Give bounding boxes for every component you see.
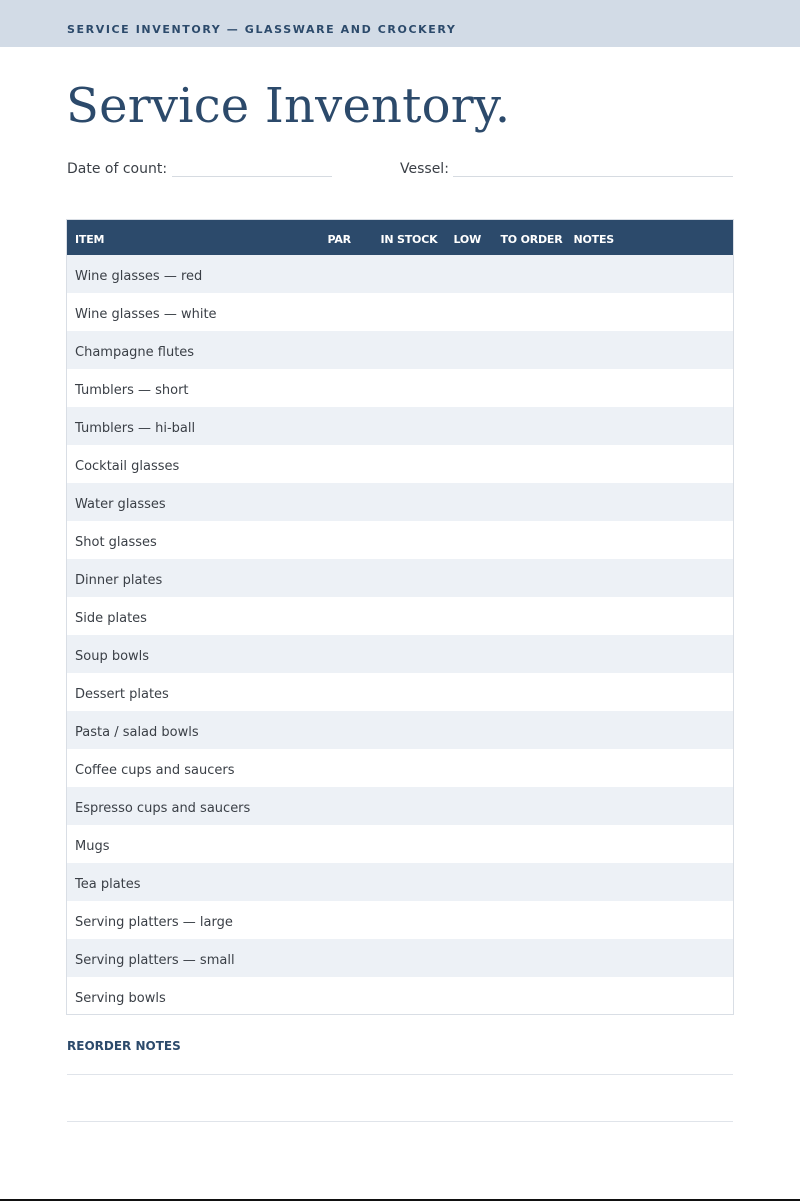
low-cell[interactable] [446,445,493,483]
date-of-count-field[interactable] [172,176,332,177]
in-stock-cell[interactable] [373,825,446,863]
to-order-cell[interactable] [493,407,566,445]
item-cell: Serving bowls [75,990,166,1006]
low-cell[interactable] [446,521,493,559]
low-cell[interactable] [446,787,493,825]
in-stock-cell[interactable] [373,901,446,939]
table-row [67,749,734,787]
in-stock-cell[interactable] [373,293,446,331]
to-order-cell[interactable] [493,673,566,711]
vessel-field[interactable] [453,176,733,177]
notes-cell[interactable] [566,293,734,331]
par-cell[interactable] [320,255,373,293]
low-cell[interactable] [446,255,493,293]
par-cell[interactable] [320,445,373,483]
to-order-cell[interactable] [493,597,566,635]
column-header-item: ITEM [75,233,105,247]
notes-cell[interactable] [566,483,734,521]
in-stock-cell[interactable] [373,977,446,1015]
to-order-cell[interactable] [493,749,566,787]
par-cell[interactable] [320,369,373,407]
in-stock-cell[interactable] [373,711,446,749]
par-cell[interactable] [320,825,373,863]
low-cell[interactable] [446,597,493,635]
to-order-cell[interactable] [493,483,566,521]
table-row [67,255,734,293]
notes-cell[interactable] [566,939,734,977]
notes-cell[interactable] [566,863,734,901]
table-row [67,711,734,749]
low-cell[interactable] [446,825,493,863]
reorder-notes-heading: REORDER NOTES [67,1039,181,1053]
column-header-par: PAR [327,233,351,247]
notes-cell[interactable] [566,597,734,635]
low-cell[interactable] [446,939,493,977]
par-cell[interactable] [320,977,373,1015]
low-cell[interactable] [446,407,493,445]
par-cell[interactable] [320,863,373,901]
item-cell: Soup bowls [75,649,150,664]
table-row [67,521,734,559]
par-cell[interactable] [320,711,373,749]
in-stock-cell[interactable] [373,635,446,673]
page-title: Service Inventory. [66,78,511,134]
par-cell[interactable] [320,559,373,597]
par-cell[interactable] [320,673,373,711]
low-cell[interactable] [446,635,493,673]
notes-cell[interactable] [566,901,734,939]
notes-cell[interactable] [566,635,734,673]
column-header-low: LOW [453,233,482,247]
low-cell[interactable] [446,369,493,407]
par-cell[interactable] [320,293,373,331]
in-stock-cell[interactable] [373,863,446,901]
table-row [67,293,734,331]
header-band-text: SERVICE INVENTORY — GLASSWARE AND CROCKERY [67,23,457,36]
to-order-cell[interactable] [493,901,566,939]
item-cell: Tumblers — hi-ball [75,421,196,436]
notes-cell[interactable] [566,977,734,1015]
notes-cell[interactable] [566,749,734,787]
low-cell[interactable] [446,293,493,331]
table-row [67,863,734,901]
item-cell: Dinner plates [75,573,163,588]
to-order-cell[interactable] [493,787,566,825]
par-cell[interactable] [320,331,373,369]
item-cell: Pasta / salad bowls [75,725,199,740]
date-of-count-label: Date of count: [67,161,168,177]
notes-cell[interactable] [566,787,734,825]
notes-cell[interactable] [566,559,734,597]
item-cell: Espresso cups and saucers [75,801,251,816]
table-header-row [67,220,734,255]
low-cell[interactable] [446,863,493,901]
item-cell: Tea plates [75,877,141,892]
item-cell: Coffee cups and saucers [75,763,235,778]
to-order-cell[interactable] [493,635,566,673]
column-header-in-stock: IN STOCK [380,233,438,247]
in-stock-cell[interactable] [373,255,446,293]
to-order-cell[interactable] [493,939,566,977]
table-row [67,635,734,673]
item-cell: Shot glasses [75,535,157,550]
item-cell: Tumblers — short [75,383,189,398]
low-cell[interactable] [446,711,493,749]
item-cell: Side plates [75,611,147,626]
table-row [67,369,734,407]
table-row [67,901,734,939]
par-cell[interactable] [320,901,373,939]
reorder-note-line[interactable] [67,1074,733,1075]
par-cell[interactable] [320,635,373,673]
table-row [67,787,734,825]
low-cell[interactable] [446,673,493,711]
item-cell: Wine glasses — red [75,269,203,284]
par-cell[interactable] [320,597,373,635]
low-cell[interactable] [446,559,493,597]
in-stock-cell[interactable] [373,483,446,521]
item-cell: Water glasses [75,497,166,512]
notes-cell[interactable] [566,825,734,863]
par-cell[interactable] [320,749,373,787]
to-order-cell[interactable] [493,977,566,1015]
to-order-cell[interactable] [493,863,566,901]
inventory-table [66,219,734,1015]
in-stock-cell[interactable] [373,597,446,635]
table-row [67,483,734,521]
to-order-cell[interactable] [493,369,566,407]
inventory-table-body [67,255,734,1015]
par-cell[interactable] [320,407,373,445]
column-header-notes: NOTES [573,233,614,247]
in-stock-cell[interactable] [373,331,446,369]
in-stock-cell[interactable] [373,559,446,597]
to-order-cell[interactable] [493,825,566,863]
par-cell[interactable] [320,939,373,977]
table-row [67,445,734,483]
table-row [67,407,734,445]
item-cell: Serving platters — large [75,915,233,930]
par-cell[interactable] [320,483,373,521]
table-row [67,939,734,977]
item-cell: Wine glasses — white [75,307,217,322]
notes-cell[interactable] [566,521,734,559]
notes-cell[interactable] [566,673,734,711]
table-row [67,597,734,635]
notes-cell[interactable] [566,711,734,749]
table-row [67,331,734,369]
to-order-cell[interactable] [493,255,566,293]
column-header-to-order: TO ORDER [500,233,563,247]
in-stock-cell[interactable] [373,787,446,825]
header-band [0,0,800,47]
in-stock-cell[interactable] [373,673,446,711]
notes-cell[interactable] [566,369,734,407]
in-stock-cell[interactable] [373,939,446,977]
in-stock-cell[interactable] [373,445,446,483]
table-row [67,977,734,1015]
par-cell[interactable] [320,521,373,559]
table-row [67,825,734,863]
low-cell[interactable] [446,331,493,369]
reorder-note-line[interactable] [67,1121,733,1122]
item-cell: Dessert plates [75,687,169,702]
notes-cell[interactable] [566,445,734,483]
in-stock-cell[interactable] [373,521,446,559]
notes-cell[interactable] [566,407,734,445]
table-row [67,559,734,597]
item-cell: Cocktail glasses [75,459,180,474]
table-row [67,673,734,711]
to-order-cell[interactable] [493,331,566,369]
to-order-cell[interactable] [493,445,566,483]
in-stock-cell[interactable] [373,407,446,445]
low-cell[interactable] [446,749,493,787]
notes-cell[interactable] [566,331,734,369]
item-cell: Serving platters — small [75,953,235,968]
to-order-cell[interactable] [493,293,566,331]
low-cell[interactable] [446,901,493,939]
low-cell[interactable] [446,483,493,521]
item-cell: Mugs [75,839,110,854]
in-stock-cell[interactable] [373,749,446,787]
to-order-cell[interactable] [493,559,566,597]
item-cell: Champagne flutes [75,345,195,360]
in-stock-cell[interactable] [373,369,446,407]
notes-cell[interactable] [566,255,734,293]
vessel-label: Vessel: [400,161,449,177]
to-order-cell[interactable] [493,711,566,749]
par-cell[interactable] [320,787,373,825]
to-order-cell[interactable] [493,521,566,559]
low-cell[interactable] [446,977,493,1015]
